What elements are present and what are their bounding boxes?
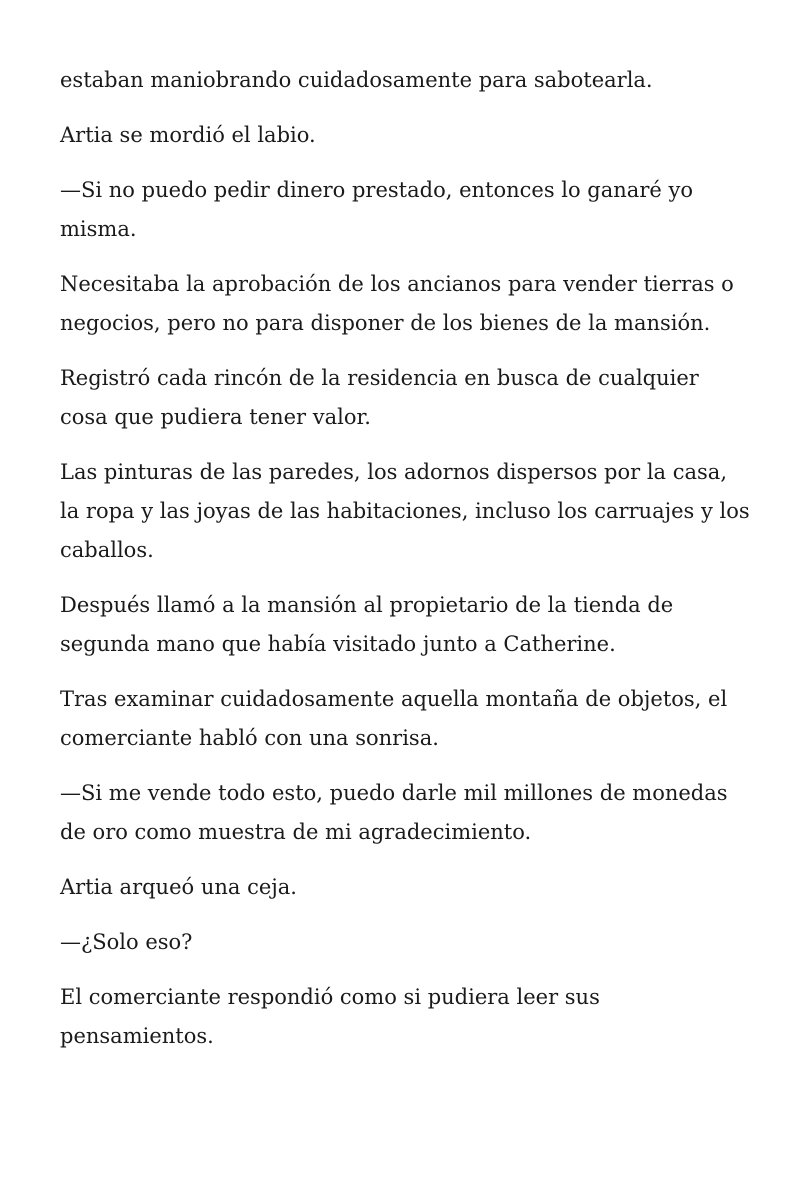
paragraph: Registró cada rincón de la residencia en busca de cualquier cosa que pudiera tener valor. (60, 366, 699, 429)
paragraph: Artia arqueó una ceja. (60, 875, 297, 899)
paragraph: Después llamó a la mansión al propietario de la tienda de segunda mano que había visitado junto a Catherine. (60, 593, 674, 656)
paragraph: —¿Solo eso? (60, 930, 193, 954)
paragraph: —Si me vende todo esto, puedo darle mil millones de monedas de oro como muestra de mi agradecimiento. (60, 781, 728, 844)
paragraph: Artia se mordió el labio. (60, 123, 316, 147)
paragraph: Necesitaba la aprobación de los ancianos para vender tierras o negocios, pero no para disponer de los bienes de la mansión. (60, 272, 734, 335)
paragraph: El comerciante respondió como si pudiera leer sus pensamientos. (60, 985, 600, 1048)
paragraph: Tras examinar cuidadosamente aquella montaña de objetos, el comerciante habló con una sonrisa. (60, 687, 728, 750)
reading-page (60, 61, 750, 1072)
paragraph: —Si no puedo pedir dinero prestado, entonces lo ganaré yo misma. (60, 178, 693, 241)
paragraph: Las pinturas de las paredes, los adornos dispersos por la casa, la ropa y las joyas de las habitaciones, incluso los carruajes y los caballos. (60, 460, 750, 562)
paragraph: estaban maniobrando cuidadosamente para sabotearla. (60, 68, 653, 92)
